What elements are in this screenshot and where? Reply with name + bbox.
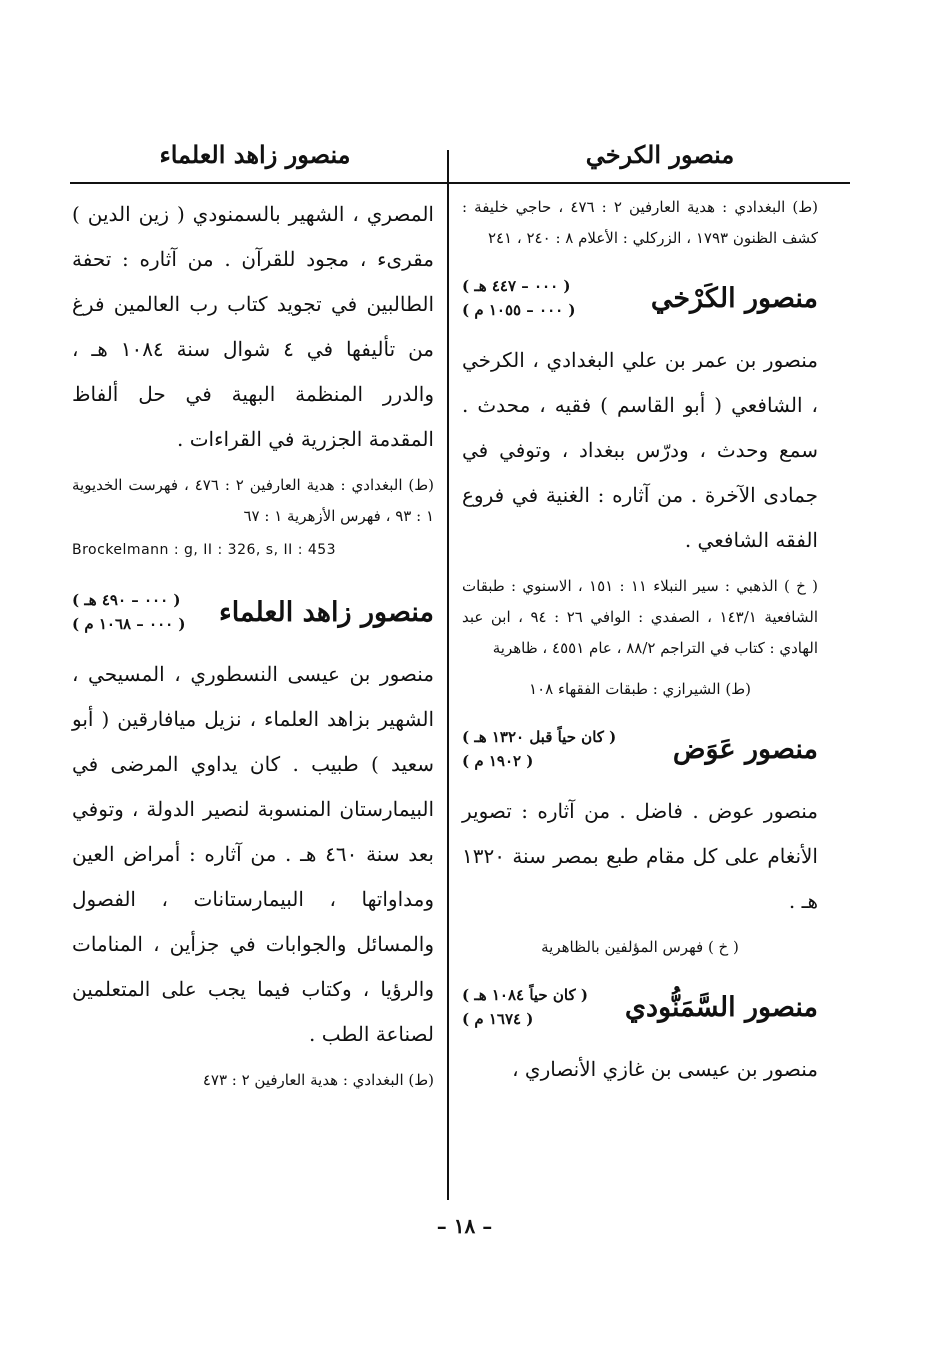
date-hijri: ( كان حياً قبل ١٣٢٠ هـ ) [462,728,617,746]
entry-body: منصور بن عيسى بن غازي الأنصاري ، [512,1057,818,1081]
reference-note: (ط) البغدادي : هدية العارفين ٢ : ٤٧٦ ، حاجي خليفة : كشف الظنون ١٧٩٣ ، الزركلي : الأعلام ٨ : ٢٤٠ ، ٢٤١ [462,198,819,247]
reference-note: ( خ ) فهرس المؤلفين بالظاهرية [541,938,739,956]
entry-body-continued: المصري ، الشهير بالسمنودي ( زين الدين ) مقرىء ، مجود للقرآن . من آثاره : تحفة الطالبين في تجويد كتاب رب العالمين فرغ من تأليفها في ٤ شوال سنة ١٠٨٤ هـ ، والدرر المنظمة البهية في حل ألفاظ المقدمة الجزرية في القراءات . [72,202,435,451]
entry-body: منصور بن عمر بن علي البغدادي ، الكرخي ، الشافعي ( أبو القاسم ) فقيه ، محدث . سمع وحدث ، ودرّس ببغداد ، وتوفي في جمادى الآخرة . من آثاره : الغنية في فروع الفقه الشافعي . [462,348,818,552]
page-number: – ١٨ – [436,1214,493,1238]
entry-name: منصور عَوَض [672,733,818,765]
date-gregorian: ( ٠٠٠ – ١٠٥٥ م ) [462,301,576,319]
running-header-left: منصور زاهد العلماء [159,140,351,169]
header-rule [70,182,850,184]
reference-note: (ط) البغدادي : هدية العارفين ٢ : ٤٧٣ [202,1071,434,1089]
right-column [462,192,818,1100]
entry-name: منصور الكَرْخي [650,282,818,314]
latin-reference: Brockelmann : g, II : 326, s, II : 453 [72,542,337,558]
reference-note: (ط) الشيرازي : طبقات الفقهاء ١٠٨ [529,680,751,698]
column-divider [447,150,449,1200]
date-hijri: ( ٠٠٠ – ٤٩٠ هـ ) [72,591,181,609]
entry-name: منصور السَّمَنُّودي [624,991,818,1023]
reference-note: (ط) البغدادي : هدية العارفين ٢ : ٤٧٦ ، فهرست الخديوية ١ : ٩٣ ، فهرس الأزهرية ١ : ٦٧ [72,476,434,525]
date-gregorian: ( ١٦٧٤ م ) [462,1010,534,1028]
entry-dates [462,983,588,1031]
reference-note: ( خ ) الذهبي : سير النبلاء ١١ : ١٥١ ، الاسنوي : طبقات الشافعية ١٤٣/١ ، الصفدي : الوافي ٢٦ : ٩٤ ، ابن عبد الهادي : كتاب في التراجم ٨٨/٢ ، عام ٤٥٥١ ، ظاهرية [462,577,818,657]
entry-heading [72,588,434,636]
entry-dates [72,588,186,636]
entry-body: منصور عوض . فاضل . من آثاره : تصوير الأنغام على كل مقام طبع بمصر سنة ١٣٢٠ هـ . [462,799,818,913]
entry-dates [462,274,576,322]
date-gregorian: ( ٠٠٠ – ١٠٦٨ م ) [72,615,186,633]
entry-name: منصور زاهد العلماء [219,596,434,628]
running-header-right: منصور الكرخي [585,140,735,169]
date-hijri: ( كان حياً ١٠٨٤ هـ ) [462,986,588,1004]
entry-body: منصور بن عيسى النسطوري ، المسيحي ، الشهير بزاهد العلماء ، نزيل ميافارقين ( أبو سعيد ) طبيب . كان يداوي المرضى في البيمارستان المنسوبة لنصير الدولة ، وتوفي بعد سنة ٤٦٠ هـ . من آثاره : أمراض العين ومداواتها ، البيمارستانات ، الفصول والمسائل والجوابات في جزأين ، المنامات والرؤيا ، وكتاب فيما يجب على المتعلمين لصناعة الطب . [72,662,434,1046]
entry-heading [462,725,818,773]
entry-heading [462,983,818,1031]
left-column [72,192,434,1106]
date-hijri: ( ٠٠٠ – ٤٤٧ هـ ) [462,277,571,295]
date-gregorian: ( ١٩٠٢ م ) [462,752,534,770]
entry-heading [462,274,818,322]
entry-dates [462,725,616,773]
